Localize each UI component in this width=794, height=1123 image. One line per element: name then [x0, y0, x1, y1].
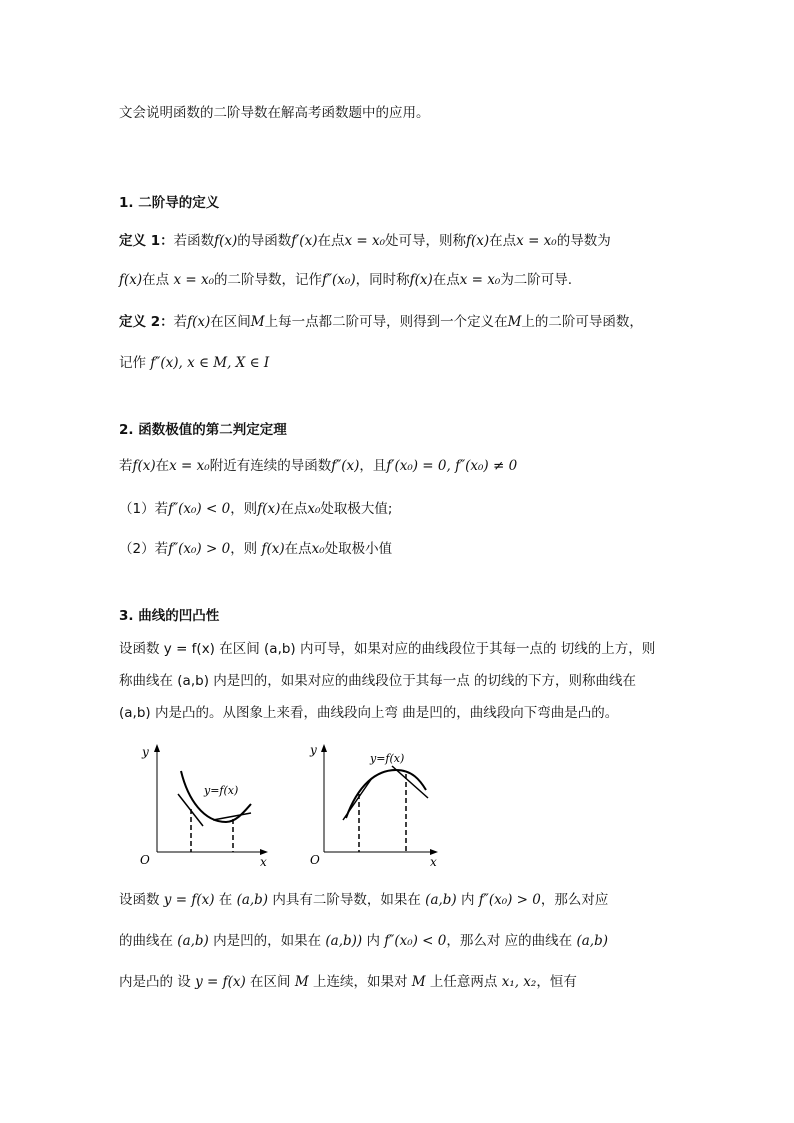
math: M	[250, 314, 265, 330]
origin-label: O	[140, 853, 150, 867]
text: 的导数为	[556, 233, 611, 249]
text: 内是凹的，如果在	[208, 933, 326, 949]
math: f(x)	[214, 233, 238, 249]
text: 在点	[142, 272, 174, 288]
x-axis-label: x	[430, 855, 437, 869]
text: 内是凸的 设	[119, 974, 196, 990]
text: 处取极小值	[324, 541, 393, 557]
math: f′(x)	[291, 233, 318, 249]
s3-para-line-1: 设函数 y = f(x) 在区间 (a,b) 内可导，如果对应的曲线段位于其每一点的 切线的上方，则	[119, 641, 656, 657]
text: 的曲线在	[119, 933, 178, 949]
section-2-heading: 2. 函数极值的第二判定定理	[119, 422, 287, 438]
text: 为二阶可导.	[500, 272, 573, 288]
x-axis-label: x	[260, 855, 267, 869]
text: 处取极大值;	[320, 501, 393, 517]
math: y = f(x)	[195, 974, 246, 990]
math: f″(x₀)	[322, 272, 356, 288]
text: 若	[173, 314, 188, 330]
tangent-line-1	[343, 778, 372, 820]
text: 在点	[489, 233, 517, 249]
s3-body-line-3	[119, 973, 577, 991]
math: f″(x), x ∈ M, X ∈ I	[150, 355, 270, 371]
math: f(x)	[257, 501, 281, 517]
figure-concave	[130, 740, 280, 870]
text: 的导函数	[237, 233, 292, 249]
text: 若	[119, 458, 133, 474]
s2-case-1	[119, 500, 392, 518]
text: 在区间	[210, 314, 251, 330]
def2-line-2	[119, 354, 269, 372]
math: f″(x₀) < 0	[384, 933, 447, 949]
math: M	[411, 974, 426, 990]
text: 设函数	[119, 892, 164, 908]
math: f(x)	[409, 272, 433, 288]
def1-label: 定义 1：	[119, 233, 174, 249]
text: 内	[362, 933, 385, 949]
math: (a,b)	[425, 892, 457, 908]
math: M	[507, 314, 522, 330]
section-1-heading: 1. 二阶导的定义	[119, 195, 220, 211]
math: M	[294, 974, 309, 990]
s3-body-line-1	[119, 891, 608, 909]
text: 内	[456, 892, 479, 908]
math: x = x₀	[516, 233, 557, 249]
text: ，则	[230, 501, 258, 517]
text: 在	[214, 892, 237, 908]
math: f′(x₀) = 0, f″(x₀) ≠ 0	[386, 458, 518, 474]
text: 记作	[119, 355, 151, 371]
def2-label: 定义 2：	[119, 314, 174, 330]
math: f(x)	[466, 233, 490, 249]
s2-line-1	[119, 457, 517, 475]
text: 在区间	[245, 974, 295, 990]
text: 在点	[284, 541, 312, 557]
origin-label: O	[310, 853, 320, 867]
text: 在	[155, 458, 170, 474]
y-axis-label: y	[310, 743, 317, 757]
s3-body-line-2	[119, 932, 608, 950]
text: （2）若	[119, 541, 169, 557]
math: x = x₀	[173, 272, 214, 288]
math: x = x₀	[459, 272, 501, 288]
text: （1）若	[119, 501, 169, 517]
math: f″(x₀) > 0	[168, 541, 231, 557]
math: (a,b)	[236, 892, 269, 908]
tangent-line-2	[392, 766, 428, 798]
s3-para-line-3: (a,b) 内是凸的。从图象上来看，曲线段向上弯 曲是凹的，曲线段向下弯曲是凸的。	[119, 705, 619, 721]
text: 处可导，则称	[385, 233, 467, 249]
def1-line-2	[119, 271, 572, 289]
def1-line-1	[119, 232, 611, 250]
text: 附近有连续的导函数	[209, 458, 332, 474]
math: y = f(x)	[163, 892, 215, 908]
convex-curve	[346, 770, 426, 818]
math: x₁, x₂	[501, 974, 537, 990]
section-3-heading: 3. 曲线的凹凸性	[119, 608, 220, 624]
y-axis-arrow	[321, 744, 327, 752]
math: f″(x₀) < 0	[168, 501, 231, 517]
curve-label: y=f(x)	[370, 752, 405, 765]
text: ，且	[359, 458, 387, 474]
text: 在点	[317, 233, 345, 249]
text: 若函数	[173, 233, 215, 249]
math: f(x)	[261, 541, 285, 557]
text: 上连续，如果对	[308, 974, 412, 990]
math: x = x₀	[344, 233, 386, 249]
def2-line-1	[119, 313, 643, 331]
text: 内具有二阶导数，如果在	[268, 892, 426, 908]
text: ，则	[230, 541, 262, 557]
math: (a,b)	[576, 933, 608, 949]
math: f″(x₀) > 0	[478, 892, 541, 908]
text: ，那么对 应的曲线在	[446, 933, 577, 949]
math: f(x)	[119, 272, 143, 288]
intro-text: 文会说明函数的二阶导数在解高考函数题中的应用。	[119, 105, 430, 121]
s3-para-line-2: 称曲线在 (a,b) 内是凹的，如果对应的曲线段位于其每一点 的切线的下方，则称曲线在	[119, 673, 637, 689]
math: f(x)	[187, 314, 211, 330]
s2-case-2	[119, 540, 392, 558]
text: ，恒有	[536, 974, 577, 990]
math: x = x₀	[169, 458, 210, 474]
text: 的二阶导数，记作	[214, 272, 322, 288]
figure-convex	[300, 740, 450, 870]
math: (a,b)	[177, 933, 209, 949]
text: 上每一点都二阶可导，则得到一个定义在	[264, 314, 508, 330]
text: ，那么对应	[540, 892, 609, 908]
math: f″(x)	[331, 458, 360, 474]
y-axis-label: y	[142, 745, 149, 759]
text: 在点	[432, 272, 460, 288]
text: 在点	[280, 501, 308, 517]
math: x₀	[311, 541, 325, 557]
text: 上的二阶可导函数，	[521, 314, 643, 330]
curve-label: y=f(x)	[204, 784, 239, 797]
tangent-line-2	[213, 813, 251, 820]
text: 上任意两点	[425, 974, 502, 990]
math: (a,b))	[325, 933, 363, 949]
math: x₀	[307, 501, 321, 517]
y-axis-arrow	[154, 744, 160, 752]
text: ，同时称	[355, 272, 410, 288]
math: f(x)	[132, 458, 156, 474]
